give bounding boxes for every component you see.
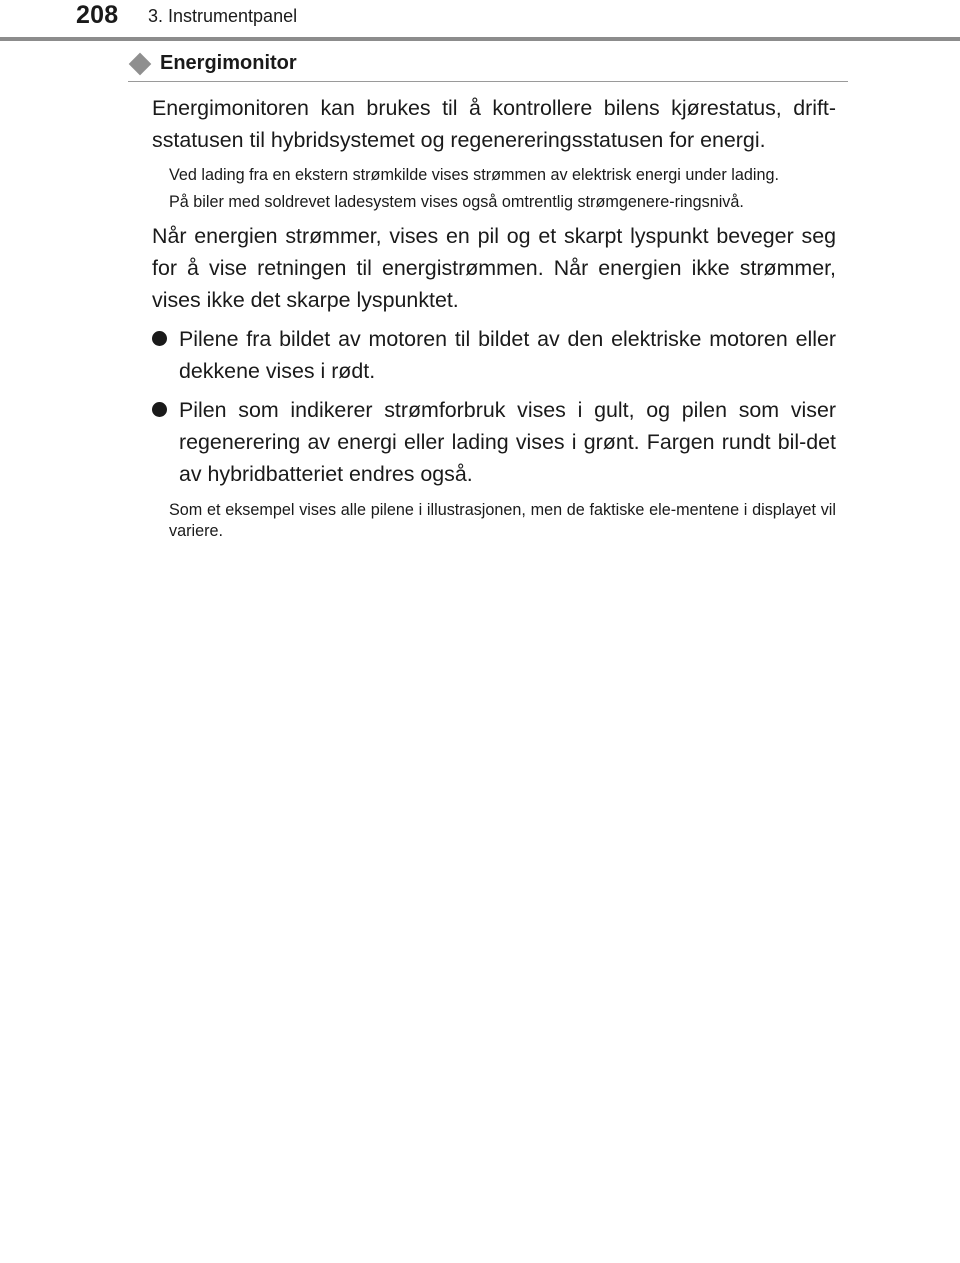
- bullet-item-color-arrows: [152, 394, 836, 490]
- bullet-text: Pilene fra bildet av motoren til bildet av den elektriske motoren eller dekkene vises i rødt.: [179, 327, 836, 383]
- bullet-dot-icon: [152, 402, 167, 417]
- bullet-dot-icon: [152, 331, 167, 346]
- note-external-charging: Ved lading fra en ekstern strømkilde vises strømmen av elektrisk energi under lading.: [169, 166, 779, 184]
- chapter-title: 3. Instrumentpanel: [148, 6, 298, 26]
- energy-monitor-section: [128, 52, 848, 542]
- bullet-text: Pilen som indikerer strømforbruk vises i gult, og pilen som viser regenerering av energi eller lading vises i grønt. Fargen rundt bil-det av hybridbatteriet endres også.: [179, 398, 836, 486]
- header-divider: [0, 37, 960, 41]
- page-number: 208: [76, 1, 119, 29]
- section-title: Energimonitor: [160, 52, 297, 74]
- note-illustration-example: Som et eksempel vises alle pilene i illustrasjonen, men de faktiske ele-mentene i displayet vil variere.: [169, 501, 836, 540]
- section-content: [128, 92, 848, 542]
- intro-paragraph: Energimonitoren kan brukes til å kontrollere bilens kjørestatus, drift-sstatusen til hybridsystemet og regenereringsstatusen for energi.: [152, 96, 836, 152]
- energy-flow-paragraph: Når energien strømmer, vises en pil og et skarpt lyspunkt beveger seg for å vise retningen til energistrømmen. Når energien ikke strømmer, vises ikke det skarpe lyspunktet.: [152, 224, 836, 312]
- note-solar-charging: På biler med soldrevet ladesystem vises også omtrentlig strømgenere-ringsnivå.: [169, 193, 744, 211]
- section-heading: [128, 52, 848, 82]
- diamond-bullet-icon: [129, 52, 152, 75]
- bullet-item-red-arrows: [152, 323, 836, 387]
